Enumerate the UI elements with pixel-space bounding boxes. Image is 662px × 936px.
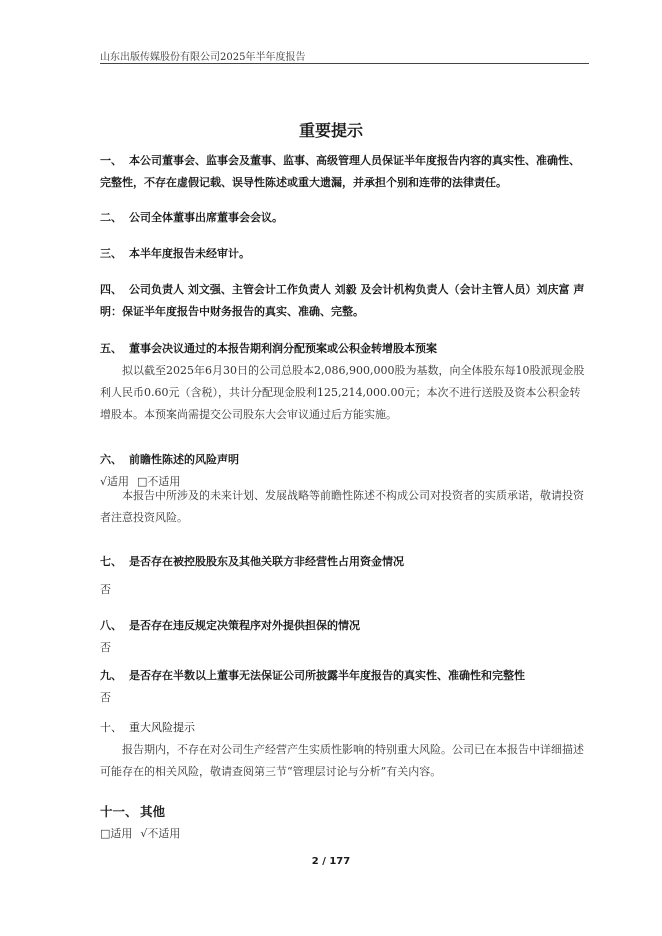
- section-text: 本半年度报告未经审计。: [129, 247, 250, 260]
- section-number: 七、: [100, 555, 122, 568]
- section-number: 十一、: [100, 804, 138, 819]
- section-11-applicability: [100, 823, 589, 845]
- page-title: 重要提示: [298, 121, 363, 140]
- section-number: 三、: [100, 247, 122, 260]
- section-6-heading: [100, 449, 589, 471]
- section-2: [100, 207, 589, 229]
- section-7-heading: [100, 551, 589, 573]
- section-1: [100, 150, 589, 194]
- section-text: 重大风险提示: [129, 721, 195, 734]
- section-number: 八、: [100, 619, 122, 632]
- section-text: 是否存在被控股股东及其他关联方非经营性占用资金情况: [129, 555, 404, 568]
- section-5-body: 拟以截至2025年6月30日的公司总股本2,086,900,000股为基数，向全体股东每10股派现金股利人民币0.60元（含税），共计分配现金股利125,214,000.00元；本次不进行送股及资本公积金转增股本。本预案尚需提交公司股东大会审议通过后方能实施。: [100, 364, 585, 421]
- section-number: 二、: [100, 211, 122, 224]
- unchecked-option: □不适用: [137, 475, 181, 488]
- section-10-body: 报告期内，不存在对公司生产经营产生实质性影响的特别重大风险。公司已在本报告中详细描述可能存在的相关风险，敬请查阅第三节“管理层讨论与分析”有关内容。: [100, 743, 584, 778]
- section-4: [100, 279, 589, 323]
- section-text: 董事会决议通过的本报告期利润分配预案或公积金转增股本预案: [129, 342, 437, 355]
- section-number: 四、: [100, 283, 122, 296]
- section-text: 是否存在半数以上董事无法保证公司所披露半年度报告的真实性、准确性和完整性: [129, 669, 525, 682]
- section-3: [100, 243, 589, 265]
- section-text: 是否存在违反规定决策程序对外提供担保的情况: [129, 619, 360, 632]
- section-11-heading: [100, 801, 589, 823]
- running-header: 山东出版传媒股份有限公司2025年半年度报告: [100, 52, 306, 63]
- checked-option: √不适用: [140, 827, 181, 840]
- section-text: 公司负责人 刘文强、主管会计工作负责人 刘毅 及会计机构负责人（会计主管人员）刘庆富 声明：保证半年度报告中财务报告的真实、准确、完整。: [100, 283, 585, 318]
- section-6-body: 本报告中所涉及的未来计划、发展战略等前瞻性陈述不构成公司对投资者的实质承诺，敬请投资者注意投资风险。: [100, 489, 584, 524]
- section-8-heading: [100, 615, 589, 637]
- section-7-answer: 否: [100, 583, 111, 596]
- section-number: 十、: [100, 721, 122, 734]
- page-number: 2 / 177: [311, 856, 351, 867]
- section-text: 本公司董事会、监事会及董事、监事、高级管理人员保证半年度报告内容的真实性、准确性、完整性，不存在虚假记载、误导性陈述或重大遗漏，并承担个别和连带的法律责任。: [100, 154, 580, 189]
- section-text: 公司全体董事出席董事会会议。: [129, 211, 283, 224]
- section-text: 前瞻性陈述的风险声明: [129, 453, 239, 466]
- section-10-heading: [100, 717, 589, 739]
- section-text: 其他: [140, 804, 166, 819]
- section-5-heading: [100, 338, 589, 360]
- section-number: 九、: [100, 669, 122, 682]
- section-9-answer: 否: [100, 691, 111, 704]
- section-number: 一、: [100, 154, 122, 167]
- section-8-answer: 否: [100, 641, 111, 654]
- section-9-heading: [100, 665, 589, 687]
- unchecked-option: □适用: [100, 827, 133, 840]
- section-number: 五、: [100, 342, 122, 355]
- section-number: 六、: [100, 453, 122, 466]
- header-divider: [100, 63, 589, 64]
- checked-option: √适用: [100, 475, 130, 488]
